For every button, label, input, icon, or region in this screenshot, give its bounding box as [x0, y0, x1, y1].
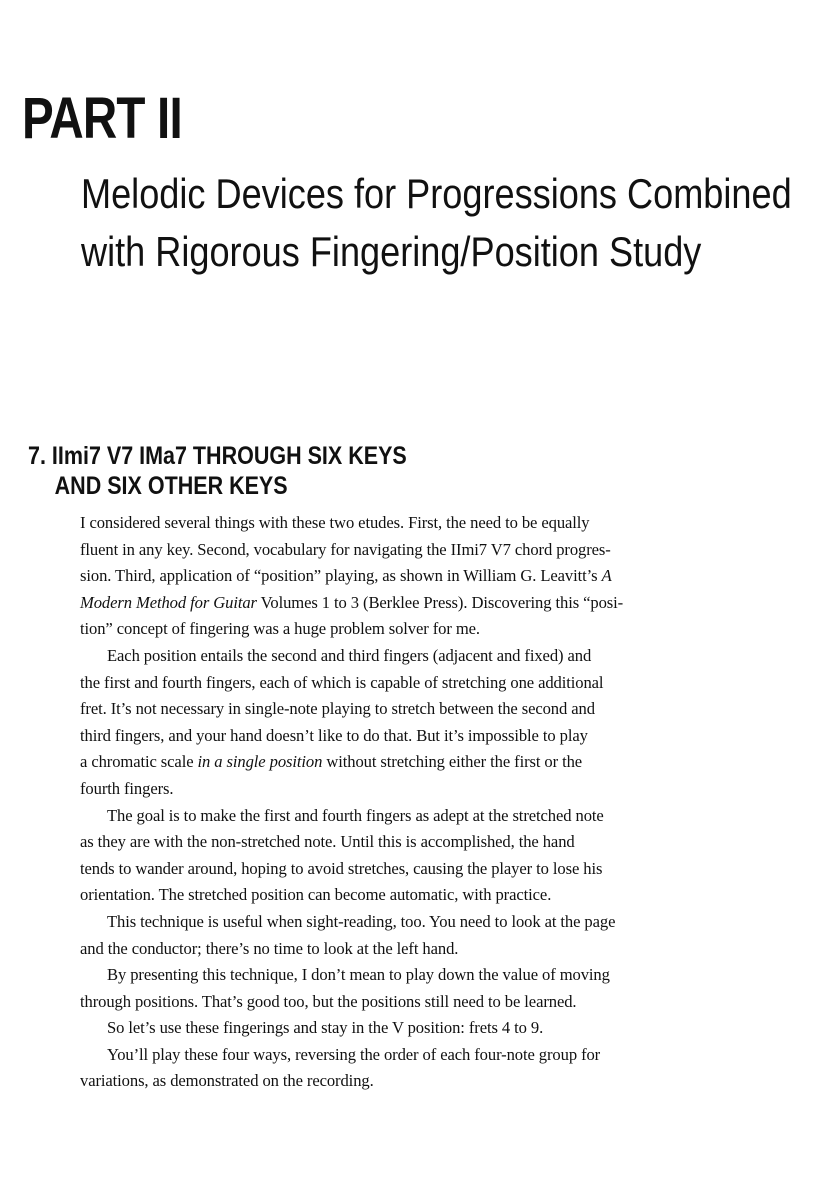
- text-run: without stretching either the first or the: [326, 752, 583, 772]
- text-line: orientation. The stretched position can become automatic, with practice.: [80, 885, 552, 905]
- text-line: You’ll play these four ways, reversing the order of each four-note group for: [107, 1044, 601, 1064]
- part-title-line-2: with Rigorous Fingering/Position Study: [81, 228, 702, 275]
- text-line: The goal is to make the first and fourth fingers as adept at the stretched note: [107, 805, 604, 825]
- chapter-heading-line-2: AND SIX OTHER KEYS: [54, 472, 288, 500]
- text-line: So let’s use these fingerings and stay in the V position: frets 4 to 9.: [107, 1018, 544, 1038]
- text-run: sion. Third, application of “position” playing, as shown in William G. Leavitt’s: [80, 566, 598, 586]
- text-line: Each position entails the second and third fingers (adjacent and fixed) and: [107, 645, 592, 665]
- paragraph-four-ways: [80, 1042, 665, 1095]
- text-line: as they are with the non-stretched note. Until this is accomplished, the hand: [80, 832, 575, 852]
- emphasis-italic: in a single position: [197, 752, 323, 772]
- text-line: third fingers, and your hand doesn’t like to do that. But it’s impossible to play: [80, 725, 588, 745]
- paragraph-intro: [80, 510, 665, 643]
- text-run: Volumes 1 to 3 (Berklee Press). Discovering this “posi-: [260, 592, 624, 612]
- text-line: tion” concept of fingering was a huge problem solver for me.: [80, 619, 480, 639]
- text-line: the first and fourth fingers, each of which is capable of stretching one additional: [80, 672, 604, 692]
- paragraph-sight-reading: [80, 909, 665, 962]
- text-line: fret. It’s not necessary in single-note playing to stretch between the second and: [80, 699, 595, 719]
- text-line: [80, 563, 665, 590]
- text-line: This technique is useful when sight-reading, too. You need to look at the page: [107, 911, 616, 931]
- text-line: I considered several things with these two etudes. First, the need to be equally: [80, 513, 590, 532]
- paragraph-moving-positions: [80, 962, 665, 1015]
- body-text: [80, 510, 665, 1095]
- text-run: a chromatic scale: [80, 752, 194, 772]
- book-title-italic: A: [601, 566, 612, 586]
- text-line: fourth fingers.: [80, 778, 174, 798]
- part-title: [81, 165, 792, 281]
- text-line: variations, as demonstrated on the recording.: [80, 1071, 374, 1091]
- text-line: through positions. That’s good too, but the positions still need to be learned.: [80, 991, 577, 1011]
- text-line: and the conductor; there’s no time to look at the left hand.: [80, 938, 459, 958]
- text-line: By presenting this technique, I don’t mean to play down the value of moving: [107, 965, 610, 985]
- part-title-line-1: Melodic Devices for Progressions Combined: [81, 170, 792, 217]
- text-line: [80, 749, 665, 776]
- book-title-italic: Modern Method for Guitar: [80, 592, 257, 612]
- text-line: fluent in any key. Second, vocabulary for navigating the IImi7 V7 chord progres-: [80, 539, 611, 559]
- paragraph-positions: [80, 643, 665, 803]
- paragraph-v-position: [80, 1015, 665, 1042]
- text-line: tends to wander around, hoping to avoid stretches, causing the player to lose his: [80, 858, 603, 878]
- chapter-heading: [28, 441, 407, 501]
- chapter-heading-line-1: 7. IImi7 V7 IMa7 THROUGH SIX KEYS: [28, 442, 407, 470]
- paragraph-goal: [80, 803, 665, 909]
- text-line: [80, 590, 665, 617]
- part-label: PART II: [22, 86, 182, 151]
